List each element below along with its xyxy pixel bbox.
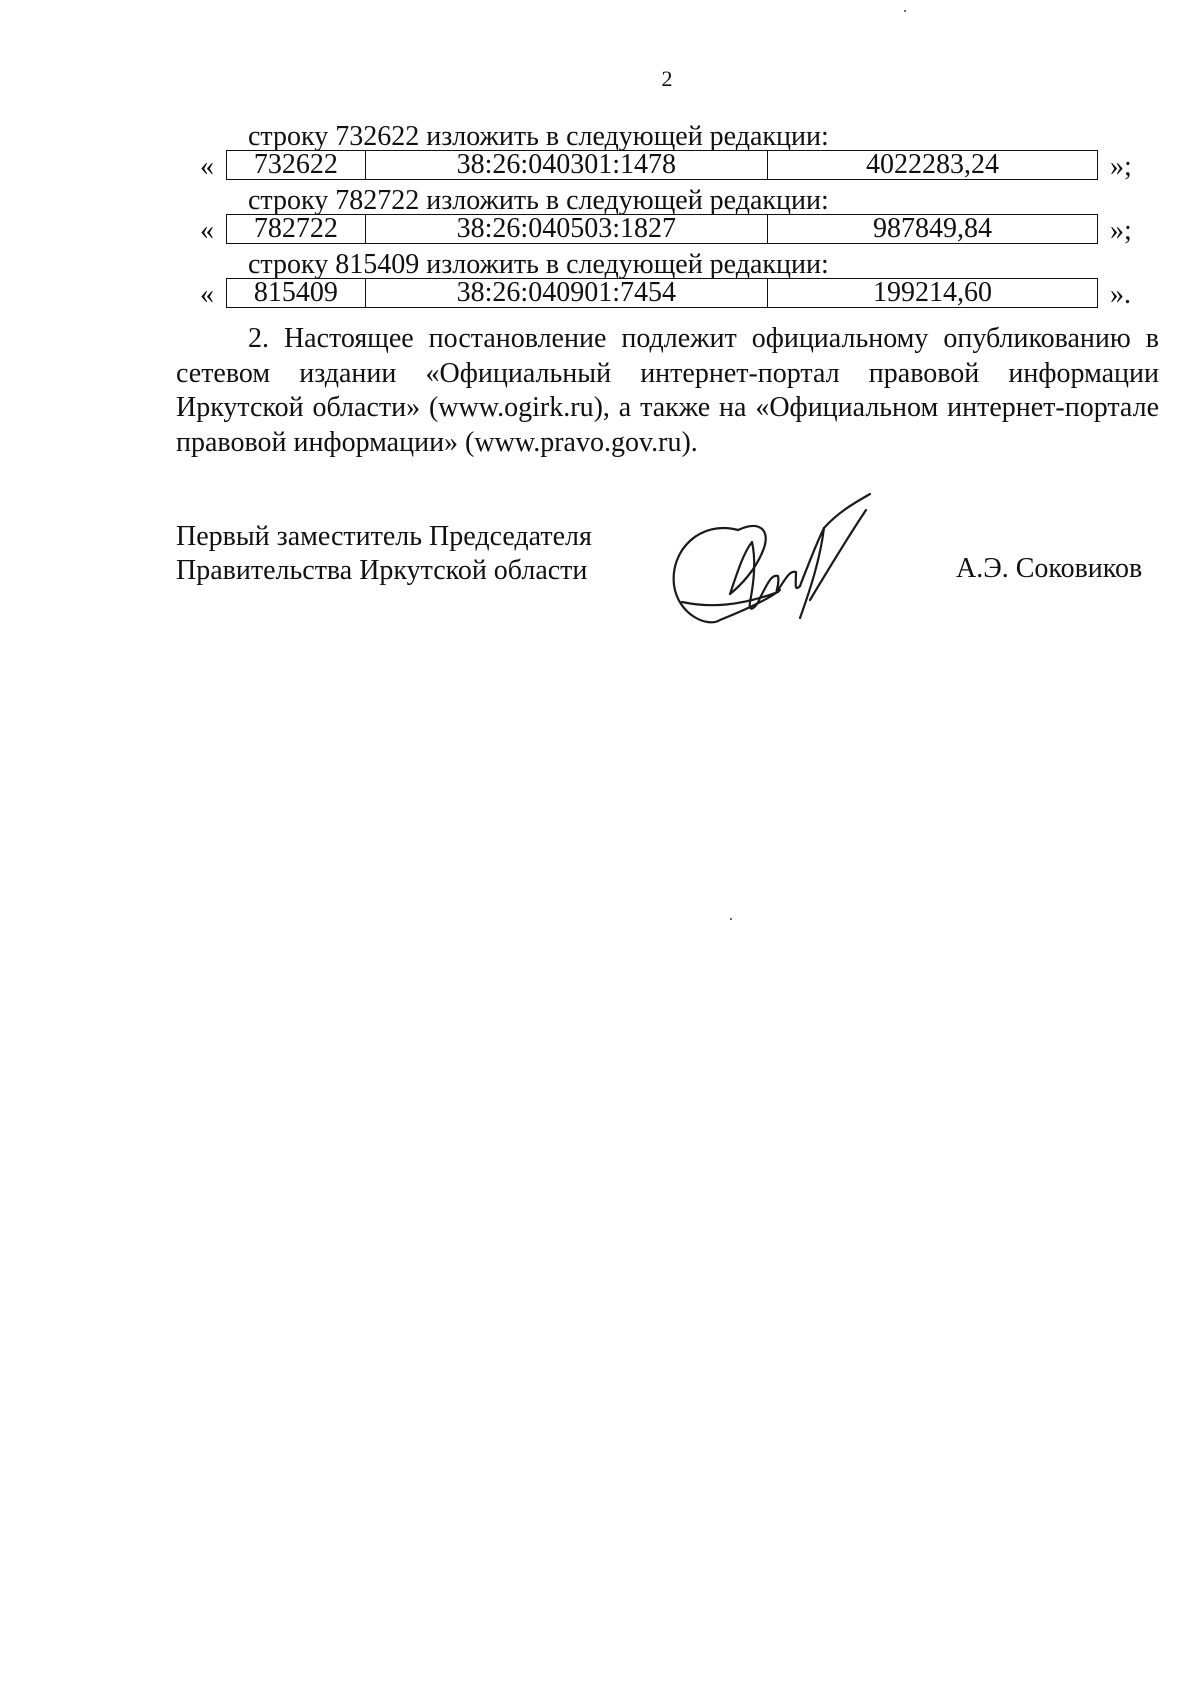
close-quote: »; bbox=[1110, 215, 1132, 246]
open-quote: « bbox=[200, 215, 214, 246]
row-number-cell: 815409 bbox=[227, 279, 366, 308]
close-quote: »; bbox=[1110, 151, 1132, 182]
open-quote: « bbox=[200, 279, 214, 310]
publication-paragraph: 2. Настоящее постановление подлежит официальному опубликованию в сетевом издании «Официальный интернет-портал правовой информации Иркутской области» (www.ogirk.ru), а также на «Официальном интернет-портале правовой информации» (www.pravo.gov.ru). bbox=[176, 323, 1159, 458]
signer-name: А.Э. Соковиков bbox=[956, 553, 1143, 584]
row-number-cell: 782722 bbox=[227, 215, 366, 244]
table-row bbox=[227, 279, 1098, 308]
value-cell: 987849,84 bbox=[767, 215, 1097, 244]
value-cell: 199214,60 bbox=[767, 279, 1097, 308]
cadastral-number-cell: 38:26:040901:7454 bbox=[365, 279, 767, 308]
signer-title-line-2: Правительства Иркутской области bbox=[176, 555, 588, 586]
scan-speck bbox=[730, 918, 732, 920]
signer-title-line-1: Первый заместитель Председателя bbox=[176, 521, 592, 552]
table-row bbox=[227, 151, 1098, 180]
amendment-table bbox=[226, 214, 1098, 244]
amendment-table bbox=[226, 150, 1098, 180]
handwritten-signature bbox=[660, 490, 910, 630]
cadastral-number-cell: 38:26:040301:1478 bbox=[365, 151, 767, 180]
signer-title bbox=[176, 520, 592, 588]
page-number: 2 bbox=[661, 66, 673, 91]
amendment-intro: строку 815409 изложить в следующей редакции: bbox=[248, 249, 829, 280]
amendment-intro: строку 782722 изложить в следующей редакции: bbox=[248, 185, 829, 216]
cadastral-number-cell: 38:26:040503:1827 bbox=[365, 215, 767, 244]
scan-speck bbox=[904, 10, 906, 12]
row-number-cell: 732622 bbox=[227, 151, 366, 180]
close-quote: ». bbox=[1110, 279, 1131, 310]
amendment-intro: строку 732622 изложить в следующей редакции: bbox=[248, 121, 829, 152]
open-quote: « bbox=[200, 151, 214, 182]
table-row bbox=[227, 215, 1098, 244]
amendment-table bbox=[226, 278, 1098, 308]
value-cell: 4022283,24 bbox=[767, 151, 1097, 180]
